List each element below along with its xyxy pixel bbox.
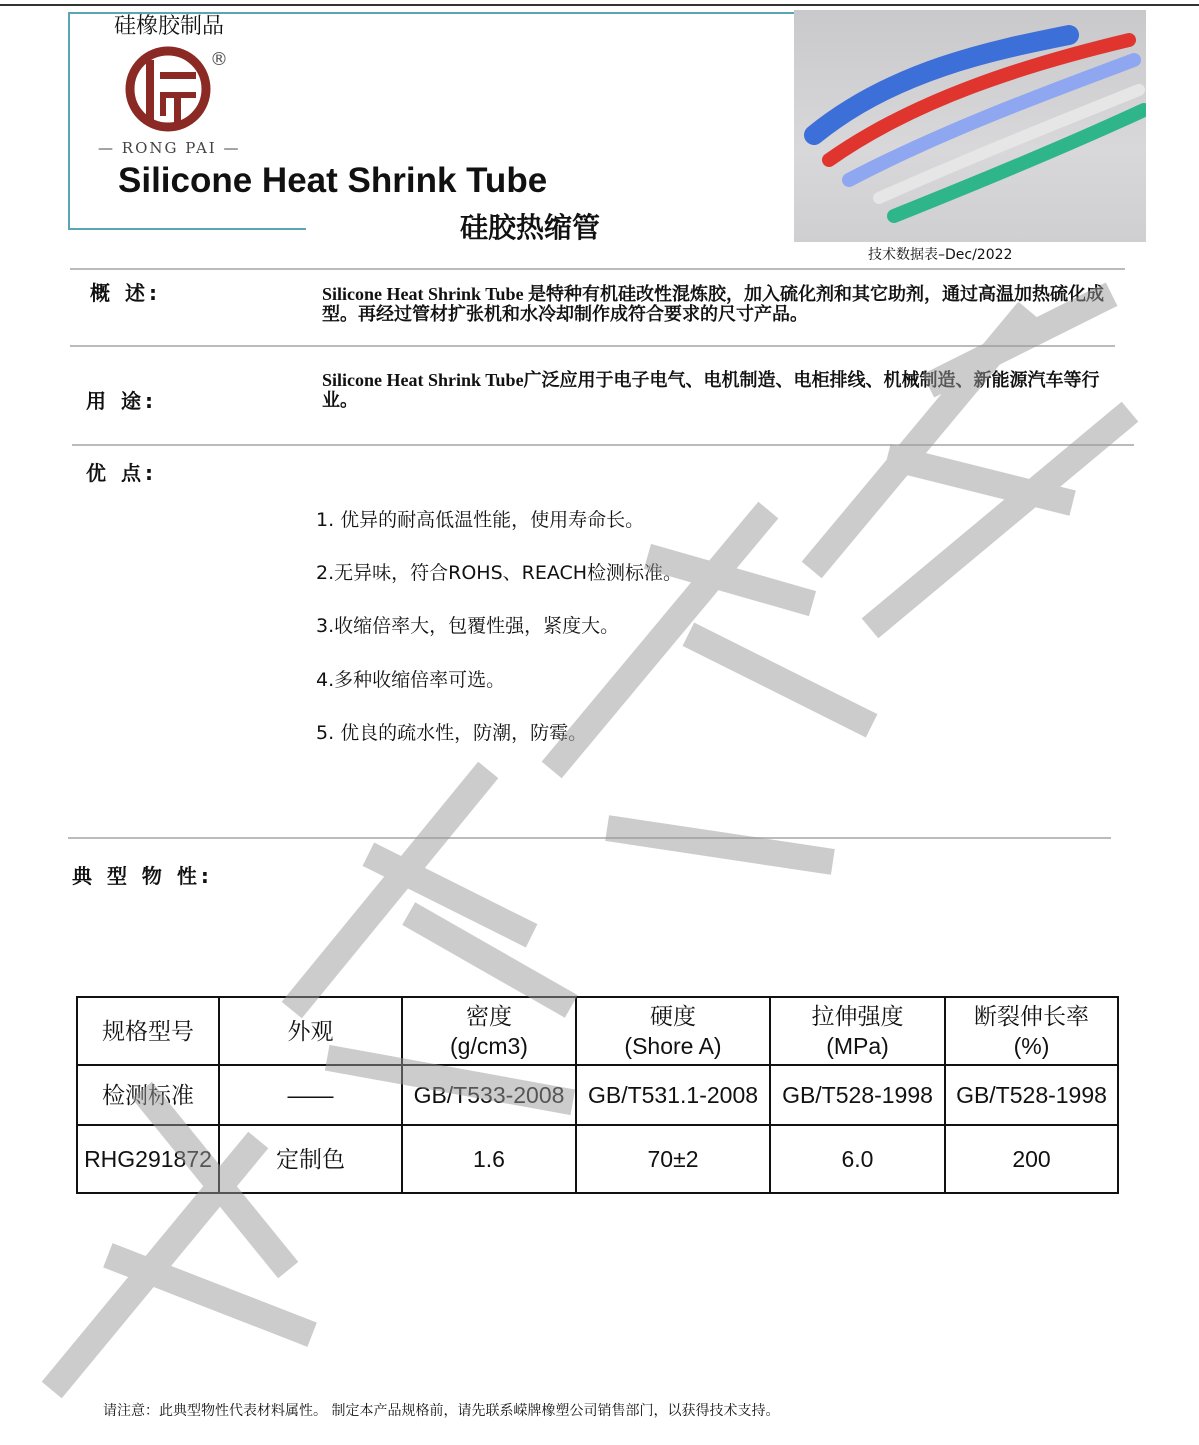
divider [68, 837, 1111, 839]
table-cell: 1.6 [402, 1125, 576, 1193]
header-cell: 密度 (g/cm3) [402, 997, 576, 1065]
page-title: Silicone Heat Shrink Tube [118, 161, 548, 200]
brand-cn: 硅橡胶制品 [114, 14, 225, 39]
header-cell: 外观 [219, 997, 402, 1065]
header-cell: 拉伸强度 (MPa) [770, 997, 945, 1065]
footer-note: 请注意：此典型物性代表材料属性。 制定本产品规格前，请先联系嵘牌橡塑公司销售部门，以获得技术支持。 [103, 1403, 780, 1419]
table-row [77, 1065, 1118, 1125]
table-cell: GB/T531.1-2008 [576, 1065, 770, 1125]
table-cell: GB/T528-1998 [770, 1065, 945, 1125]
divider [70, 268, 1125, 270]
properties-label: 典 型 物 性: [72, 864, 213, 888]
divider [70, 345, 1115, 347]
advantage-item: 4.多种收缩倍率可选。 [316, 669, 506, 691]
registered-mark: ® [210, 49, 228, 70]
overview-label: 概 述: [90, 281, 161, 305]
rongpai-logo-icon [122, 46, 214, 132]
table-cell: 检测标准 [77, 1065, 219, 1125]
table-cell: RHG291872 [77, 1125, 219, 1193]
properties-table [76, 996, 1119, 1194]
table-cell: 200 [945, 1125, 1118, 1193]
logo-text-label: RONG PAI [121, 139, 217, 157]
divider [72, 444, 1134, 446]
product-photo [794, 10, 1146, 242]
advantage-item: 3.收缩倍率大，包覆性强，紧度大。 [316, 615, 620, 637]
table-cell: 6.0 [770, 1125, 945, 1193]
header-cell: 断裂伸长率 (%) [945, 997, 1118, 1065]
table-cell: GB/T528-1998 [945, 1065, 1118, 1125]
header-cell: 硬度 (Shore A) [576, 997, 770, 1065]
table-cell: GB/T533-2008 [402, 1065, 576, 1125]
advantage-item: 5. 优良的疏水性，防潮，防霉。 [316, 722, 588, 744]
table-cell: 70±2 [576, 1125, 770, 1193]
overview-text: Silicone Heat Shrink Tube 是特种有机硅改性混炼胶，加入硫化剂和其它助剂，通过高温加热硫化成型。再经过管材扩张机和水冷却制作成符合要求的尺寸产品。 [322, 284, 1105, 324]
table-header-row [77, 997, 1118, 1065]
table-cell: 定制色 [219, 1125, 402, 1193]
table-cell: —— [219, 1065, 402, 1125]
advantages-label: 优 点: [86, 461, 157, 485]
logo-text: — RONG PAI — [98, 139, 241, 157]
top-rule [0, 4, 1199, 6]
advantage-item: 1. 优异的耐高低温性能，使用寿命长。 [316, 509, 645, 531]
usage-label: 用 途: [86, 389, 157, 413]
usage-text: Silicone Heat Shrink Tube广泛应用于电子电气、电机制造、电柜排线、机械制造、新能源汽车等行业。 [322, 370, 1100, 410]
table-row [77, 1125, 1118, 1193]
datasheet-date: 技术数据表–Dec/2022 [868, 247, 1013, 263]
page-subtitle: 硅胶热缩管 [460, 211, 601, 244]
advantage-item: 2.无异味，符合ROHS、REACH检测标准。 [316, 562, 683, 584]
header-cell: 规格型号 [77, 997, 219, 1065]
